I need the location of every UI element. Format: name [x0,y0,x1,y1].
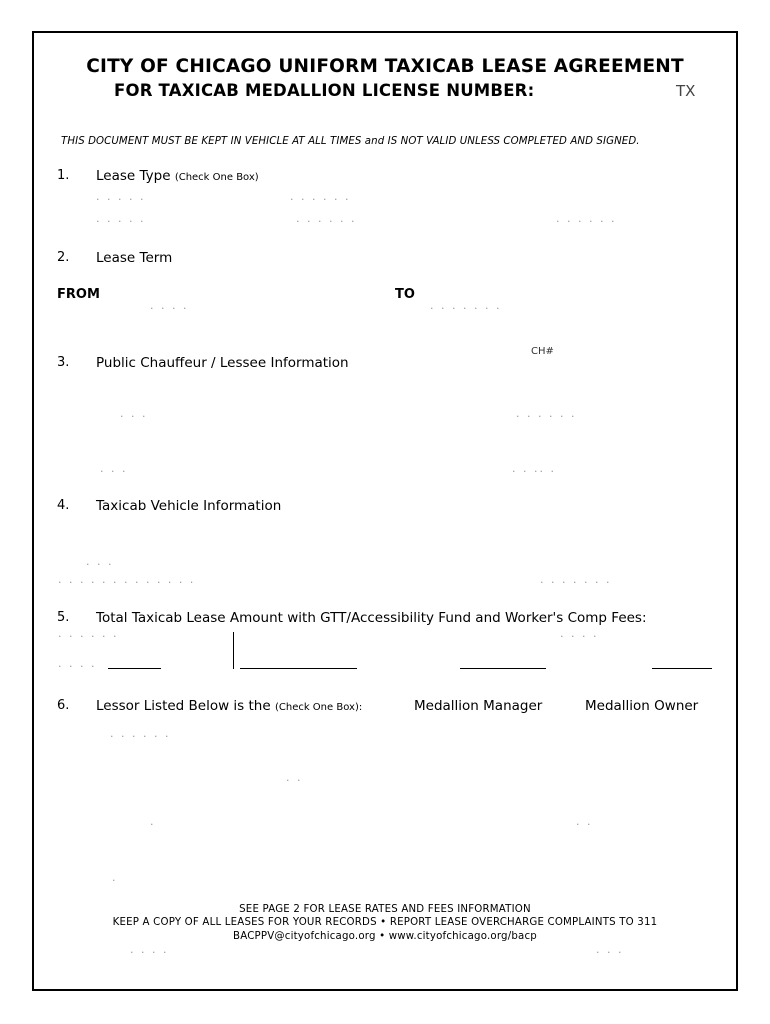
section-1-number: 1. [57,168,70,183]
lessee-phone-caption-faded: · · ·· · [512,465,556,478]
lease-to-label: TO [395,287,415,302]
section-6-label [96,698,362,714]
form-subtitle: FOR TAXICAB MEDALLION LICENSE NUMBER: [114,81,535,100]
lessor-type-label: Lessor Listed Below is the [96,698,271,714]
from-date-caption-faded: · · · · [150,302,189,315]
lessee-address-caption-faded: · · · [100,465,128,478]
lease-amount-field-3[interactable] [460,668,546,669]
section-4-label: Taxicab Vehicle Information [96,498,282,514]
lessee-name-caption-faded: · · · [120,410,148,423]
section-5-label: Total Taxicab Lease Amount with GTT/Accessibility Fund and Worker's Comp Fees: [96,610,647,626]
footer-rates-note: SEE PAGE 2 FOR LEASE RATES AND FEES INFORMATION [239,904,531,915]
to-date-caption-faded: · · · · · · · [430,302,502,315]
form-title: CITY OF CHICAGO UNIFORM TAXICAB LEASE AGREEMENT [86,56,684,77]
section-3-label: Public Chauffeur / Lessee Information [96,355,349,371]
lease-type-option-faded[interactable]: · · · · · [96,215,146,228]
lease-amount-field-2[interactable] [240,668,357,669]
section-1-label [96,168,259,184]
lease-type-option-faded[interactable]: · · · · · · [556,215,617,228]
lease-type-hint: (Check One Box) [174,172,259,183]
vehicle-caption-faded: · · · [86,558,114,571]
lessor-caption-faded: · [150,818,156,831]
lease-type-option-faded[interactable]: · · · · · [96,193,146,206]
lease-amount-captions-faded: · · · · [560,630,599,643]
lease-type-label: Lease Type [96,168,171,184]
lease-type-option-faded[interactable]: · · · · · · [296,215,357,228]
lease-type-option-faded[interactable]: · · · · · · [290,193,351,206]
section-4-number: 4. [57,498,70,513]
vehicle-vin-faded: · · · · · · · [540,576,612,589]
chauffeur-license-mark: CH# [531,346,554,357]
footer-records-note: KEEP A COPY OF ALL LEASES FOR YOUR RECORDS • REPORT LEASE OVERCHARGE COMPLAINTS TO 311 [112,917,658,928]
footer-faded-text: · · · · [130,946,169,959]
lessee-id-caption-faded: · · · · · · [516,410,577,423]
lease-amount-captions-faded: · · · · · · [58,630,119,643]
lease-amount-field-1[interactable] [108,668,161,669]
lease-from-label: FROM [57,287,100,302]
section-6-number: 6. [57,698,70,713]
lessor-type-hint: (Check One Box): [274,702,363,713]
section-2-label: Lease Term [96,250,173,266]
lessor-caption-faded: · · [286,774,303,787]
section-5-number: 5. [57,610,70,625]
footer-contact: BACPPV@cityofchicago.org • www.cityofchicago.org/bacp [233,931,537,942]
amount-divider [233,632,234,669]
lessor-caption-faded: · · · · · · [110,730,171,743]
lessor-option-manager[interactable]: Medallion Manager [414,698,543,714]
lessor-caption-faded: · · [576,818,593,831]
section-2-number: 2. [57,250,70,265]
lessor-option-owner[interactable]: Medallion Owner [585,698,699,714]
section-3-number: 3. [57,355,70,370]
signature-caption-faded: · [112,874,118,887]
vehicle-fields-faded: · · · · · · · · · · · · · [58,576,196,589]
validity-notice: THIS DOCUMENT MUST BE KEPT IN VEHICLE AT ALL TIMES and IS NOT VALID UNLESS COMPLETED AND SIGNED. [61,136,640,147]
lease-amount-captions-faded: · · · · [58,660,97,673]
footer-faded-text: · · · [596,946,624,959]
lease-amount-field-4[interactable] [652,668,712,669]
medallion-prefix: TX [676,82,696,100]
